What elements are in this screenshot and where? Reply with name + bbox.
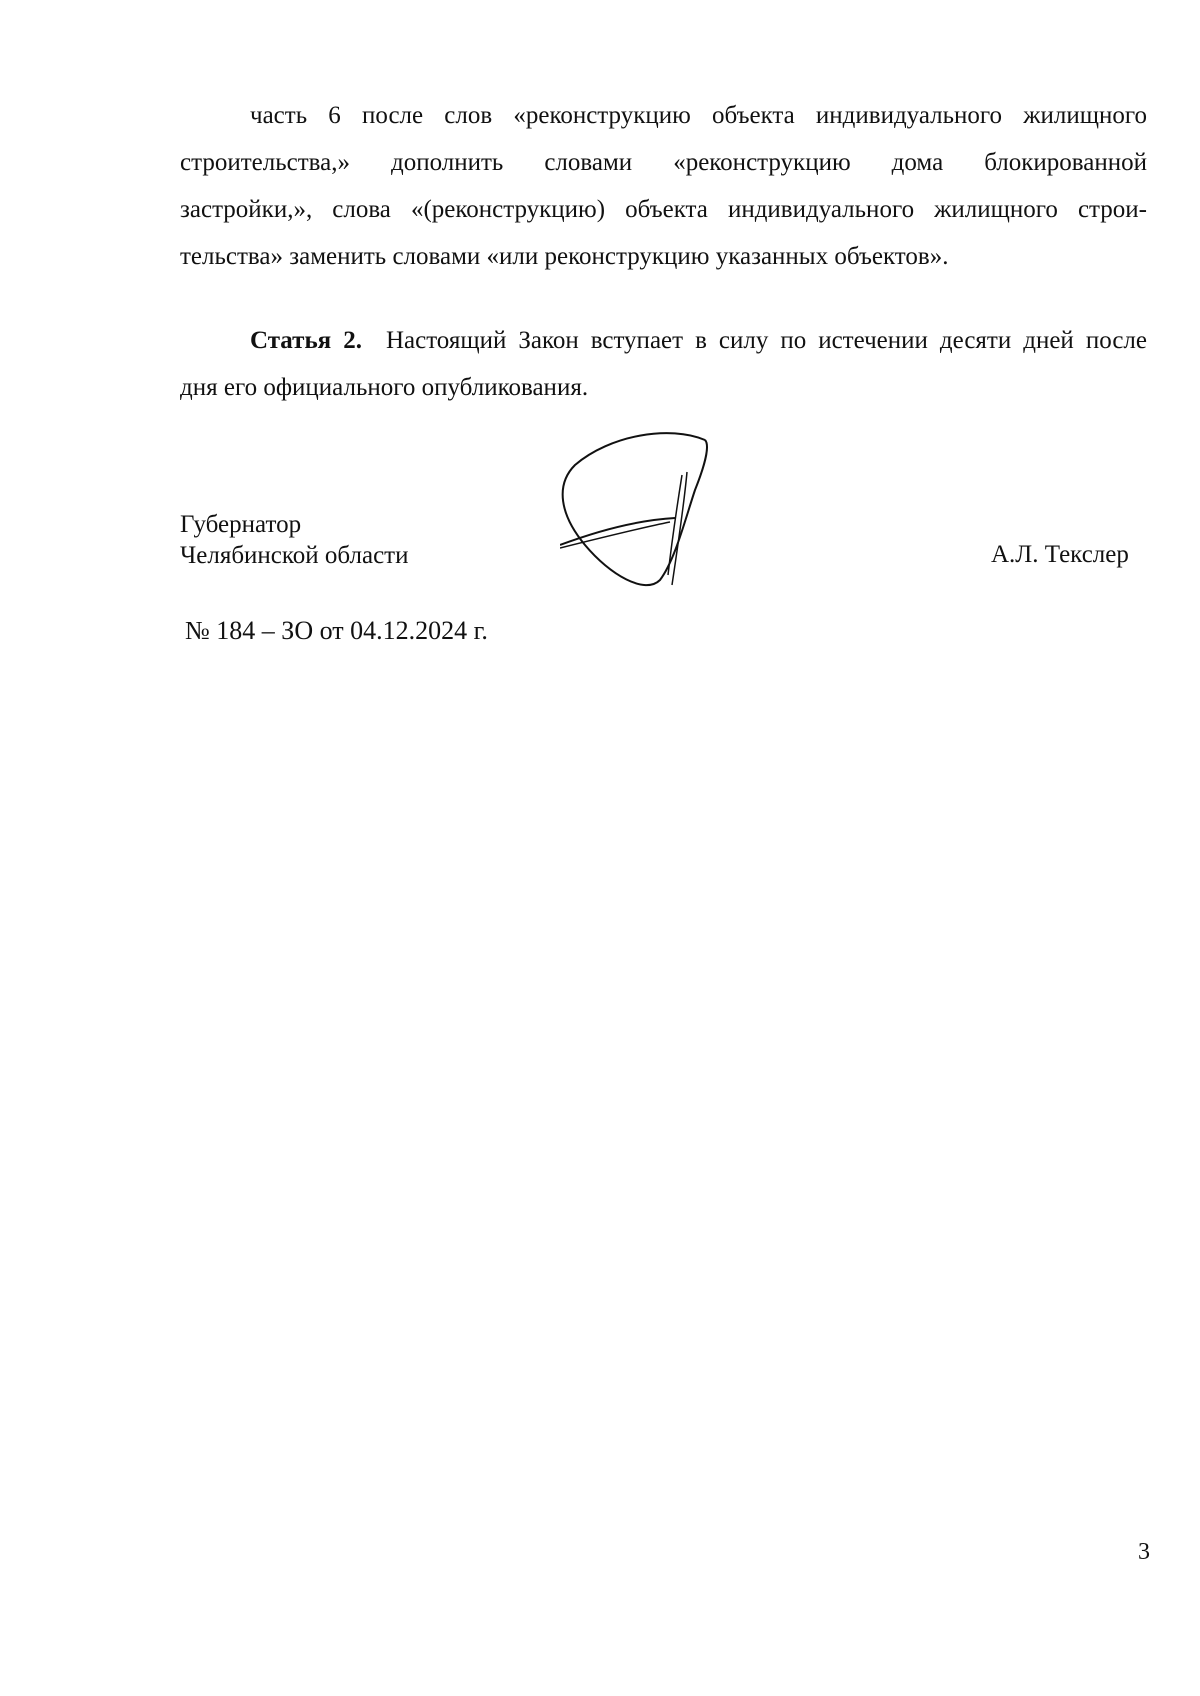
law-number: № 184 – ЗО от 04.12.2024 г. [185,616,488,645]
paragraph-line: застройки,», слова «(реконструкцию) объекта индивидуального жилищного строи- [180,196,1147,223]
paragraph-line: часть 6 после слов «реконструкцию объекта индивидуального жилищного [250,102,1147,129]
article-2-text: Настоящий Закон вступает в силу по истечении десяти дней после [385,327,1147,354]
amendment-paragraph [180,92,1147,280]
paragraph-line: строительства,» дополнить словами «реконструкцию дома блокированной [180,149,1147,176]
signatory-title-line: Губернатор [180,511,302,538]
signature-stroke [563,433,707,585]
article-2-paragraph [180,317,1147,411]
handwritten-signature [560,420,780,630]
article-2-label: Статья 2. [250,327,362,354]
signatory-title [180,509,408,571]
paragraph-line: тельства» заменить словами «или реконструкцию указанных объектов». [180,243,949,270]
signatory-title-line: Челябинской области [180,542,409,569]
signer-name: А.Л. Текслер [991,541,1129,568]
article-2-first-line [180,317,1147,364]
article-2-second-line: дня его официального опубликования. [180,374,589,401]
signature-stroke [560,518,675,545]
page-number: 3 [1138,1539,1150,1565]
